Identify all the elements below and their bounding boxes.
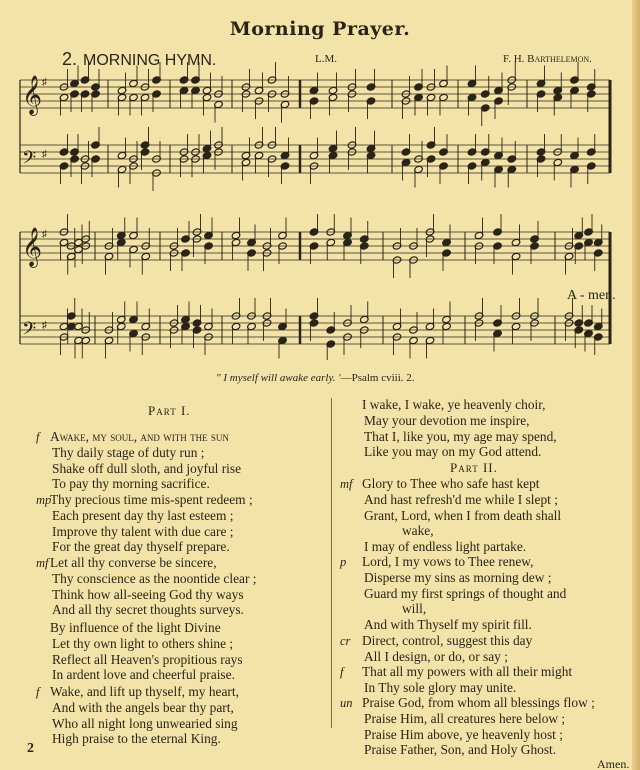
verse-line: Praise Him, all creatures here below ; <box>364 710 566 726</box>
verse-line: And all thy secret thoughts surveys. <box>52 602 244 618</box>
verse-line: And with the angels bear thy part, <box>52 699 234 715</box>
verse-line: May your devotion me inspire, <box>364 412 530 428</box>
scripture-quote <box>216 372 415 384</box>
verse-line: I wake, I wake, ye heavenly choir, <box>362 397 546 412</box>
verse-line: All I design, or do, or say ; <box>364 648 508 664</box>
dynamic-mark: f <box>340 665 344 679</box>
verse-line: By influence of the light Divine <box>50 620 221 635</box>
sharp-icon: ♯ <box>42 149 47 160</box>
dynamic-mark: un <box>340 696 353 710</box>
verse-line: Thy daily stage of duty run ; <box>52 444 205 460</box>
verse-line: Grant, Lord, when I from death shall <box>364 507 562 523</box>
verse-line: Praise Him above, ye heavenly host ; <box>364 726 563 742</box>
column-divider <box>331 398 332 728</box>
verse-line: Lord, I my vows to Thee renew, <box>362 554 534 569</box>
verse-line: High praise to the eternal King. <box>52 731 221 747</box>
verse-line: Think how all-seeing God thy ways <box>52 586 244 602</box>
dynamic-mark: f <box>36 430 40 444</box>
dynamic-mark: mp <box>36 493 52 507</box>
treble-clef-icon: 𝄞 <box>22 77 43 114</box>
part-1-title: Part I. <box>148 403 191 418</box>
page-number: 2 <box>27 741 34 756</box>
verse-line: Thy conscience as the noontide clear ; <box>52 570 257 586</box>
verse-line: Like you may on my God attend. <box>364 444 542 460</box>
verse-line: will, <box>402 601 427 617</box>
bass-clef-icon: 𝄢 <box>22 318 37 343</box>
dynamic-mark: mf <box>340 477 353 491</box>
quote-text: " I myself will awake early. ' <box>216 372 341 384</box>
verse-line: Praise Father, Son, and Holy Ghost. <box>364 742 557 758</box>
verse-line: Who all night long unwearied sing <box>52 715 238 731</box>
hymn-number: 2. <box>62 49 78 69</box>
sharp-icon: ♯ <box>42 320 47 331</box>
bass-clef-icon: 𝄢 <box>22 147 37 172</box>
verse-line: Improve thy talent with due care ; <box>52 523 234 539</box>
dynamic-mark: p <box>340 555 347 569</box>
verse-line: Direct, control, suggest this day <box>362 633 533 648</box>
verse-line: Shake off dull sloth, and joyful rise <box>52 460 242 476</box>
amen-lyric: A - men. <box>567 288 616 303</box>
verse-line: Disperse my sins as morning dew ; <box>364 569 552 585</box>
verse-line: Each present day thy last esteem ; <box>52 507 234 523</box>
composer: F. H. Barthelemon. <box>503 53 592 65</box>
verse-line: Wake, and lift up thyself, my heart, <box>50 684 239 699</box>
verse-line: And with Thyself my spirit fill. <box>364 617 532 633</box>
meter: L.M. <box>315 53 337 65</box>
verse-line: Let thy own light to others shine ; <box>52 635 234 651</box>
amen-end: Amen. <box>597 757 630 770</box>
sharp-icon: ♯ <box>42 77 47 88</box>
dynamic-mark: mf <box>36 556 49 570</box>
sharp-icon: ♯ <box>42 229 47 240</box>
dynamic-mark: f <box>36 685 40 699</box>
verse-line: And hast refresh'd me while I slept ; <box>364 491 558 507</box>
verse-line: wake, <box>402 523 434 539</box>
verse-line: Let all thy converse be sincere, <box>50 555 217 570</box>
verse-line: Praise God, from whom all blessings flow ; <box>362 695 595 710</box>
verse-line: Thy precious time mis-spent redeem ; <box>50 492 253 507</box>
music-score <box>0 0 640 360</box>
verse-line: In ardent love and cheerful praise. <box>52 667 235 683</box>
verse-line: That I, like you, my age may spend, <box>364 428 557 444</box>
verse-line: That all my powers with all their might <box>362 664 573 679</box>
verse-line: In Thy sole glory may unite. <box>364 679 517 695</box>
page-title: Morning Prayer. <box>229 18 411 40</box>
treble-clef-icon: 𝄞 <box>22 229 43 266</box>
verse-line: Glory to Thee who safe hast kept <box>362 476 540 491</box>
verse-line: Reflect all Heaven's propitious rays <box>52 651 243 667</box>
scripture-reference: —Psalm cviii. 2. <box>340 372 415 384</box>
verse-line: To pay thy morning sacrifice. <box>52 476 210 492</box>
part-2-title: Part II. <box>450 460 498 475</box>
verse-line: I may of endless light partake. <box>364 539 527 555</box>
verse-line: For the great day thyself prepare. <box>52 539 230 555</box>
verse-line: Awake, my soul, and with the sun <box>50 429 229 444</box>
hymn-title: MORNING HYMN. <box>83 52 217 69</box>
verse-line: Guard my first springs of thought and <box>364 585 567 601</box>
dynamic-mark: cr <box>340 634 351 648</box>
